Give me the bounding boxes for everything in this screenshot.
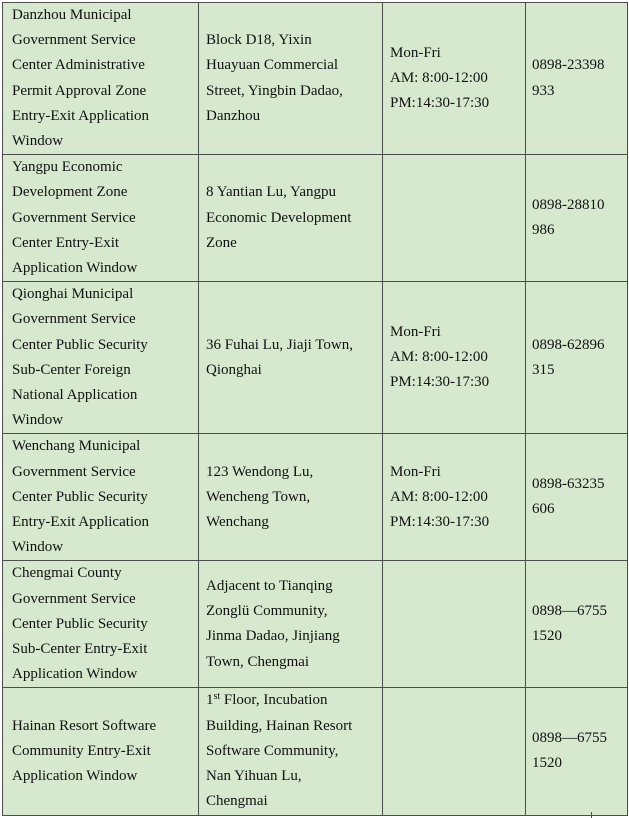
office-name-line: Window — [12, 133, 64, 150]
office-name-line: Sub-Center Foreign — [12, 361, 131, 378]
address-line: Huayuan Commercial — [206, 57, 339, 74]
office-name-cell — [3, 688, 199, 815]
hours-line: Mon-Fri — [390, 44, 441, 61]
office-name-cell — [3, 434, 199, 561]
office-name-line: Yangpu Economic — [12, 159, 123, 176]
office-name-line: Center Entry-Exit — [12, 234, 120, 251]
table-row — [3, 434, 628, 561]
phone-line: 0898-63235 — [532, 476, 605, 493]
address-line: Qionghai — [206, 361, 262, 378]
hours-line: PM:14:30-17:30 — [390, 374, 490, 391]
office-name-line: Sub-Center Entry-Exit — [12, 641, 148, 658]
phone-cell — [526, 3, 628, 155]
hours-cell — [383, 561, 526, 688]
address-line: 8 Yantian Lu, Yangpu — [206, 184, 337, 201]
office-name-line: Entry-Exit Application — [12, 514, 150, 531]
hours-cell — [383, 434, 526, 561]
phone-line: 0898—6755 — [532, 603, 607, 620]
office-name-line: Qionghai Municipal — [12, 286, 134, 303]
address-line: Zone — [206, 234, 237, 251]
office-name-line: Development Zone — [12, 184, 128, 201]
hours-line: AM: 8:00-12:00 — [390, 70, 488, 86]
office-name-cell — [3, 282, 199, 434]
address-cell — [199, 3, 383, 155]
office-name-line: Chengmai County — [12, 565, 122, 582]
table-row — [3, 282, 628, 434]
office-name-line: Wenchang Municipal — [12, 438, 141, 455]
address-line: 123 Wendong Lu, — [206, 463, 314, 480]
address-line: Building, Hainan Resort — [206, 717, 353, 734]
phone-line: 0898-23398 — [532, 57, 605, 74]
hours-cell — [383, 688, 526, 815]
phone-line: 0898-62896 — [532, 336, 605, 353]
office-name-line: Entry-Exit Application — [12, 107, 150, 124]
address-cell — [199, 688, 383, 815]
office-name-line: Government Service — [12, 590, 136, 607]
table-row — [3, 3, 628, 155]
office-name-cell — [3, 3, 199, 155]
phone-line: 1520 — [532, 755, 562, 772]
office-name-line: National Application — [12, 387, 138, 404]
phone-line: 0898-28810 — [532, 197, 605, 214]
office-name-cell — [3, 561, 199, 688]
address-cell — [199, 282, 383, 434]
phone-line: 315 — [532, 361, 555, 378]
phone-cell — [526, 155, 628, 282]
office-name-cell — [3, 155, 199, 282]
address-line: Software Community, — [206, 742, 339, 759]
address-cell — [199, 155, 383, 282]
address-line: Zonglü Community, — [206, 603, 328, 620]
office-name-line: Application Window — [12, 666, 138, 683]
table-body — [3, 3, 628, 816]
address-line: Danzhou — [206, 107, 261, 124]
office-name-line: Center Public Security — [12, 336, 148, 353]
address-line: Block D18, Yixin — [206, 32, 312, 49]
phone-cell — [526, 688, 628, 815]
office-name-line: Window — [12, 412, 64, 429]
office-name-line: Government Service — [12, 463, 136, 480]
phone-line: 933 — [532, 82, 555, 99]
office-name-line: Government Service — [12, 311, 136, 328]
office-name-line: Center Public Security — [12, 615, 148, 632]
office-name-line: Hainan Resort Software — [12, 717, 157, 734]
entry-exit-offices-table — [2, 2, 628, 816]
office-name-line: Permit Approval Zone — [12, 82, 147, 99]
table-row — [3, 688, 628, 815]
phone-line: 606 — [532, 501, 555, 518]
address-cell — [199, 434, 383, 561]
phone-line: 0898—6755 — [532, 730, 607, 747]
address-cell — [199, 561, 383, 688]
office-name-line: Window — [12, 539, 64, 556]
phone-line: 1520 — [532, 628, 562, 645]
hours-line: PM:14:30-17:30 — [390, 514, 490, 531]
office-name-line: Government Service — [12, 32, 136, 49]
hours-line: Mon-Fri — [390, 324, 441, 341]
ordinal-superscript: st — [213, 691, 221, 703]
address-line: Chengmai — [206, 793, 268, 810]
address-line: Adjacent to Tianqing — [206, 578, 333, 595]
phone-cell — [526, 561, 628, 688]
hours-line: AM: 8:00-12:00 — [390, 349, 488, 366]
hours-cell — [383, 155, 526, 282]
office-name-line: Center Administrative — [12, 57, 145, 74]
address-line: 1st Floor, Incubation — [206, 691, 328, 709]
hours-cell — [383, 282, 526, 434]
address-line: Street, Yingbin Dadao, — [206, 82, 343, 99]
address-line: Economic Development — [206, 209, 352, 226]
phone-line: 986 — [532, 222, 555, 239]
table-row — [3, 155, 628, 282]
office-name-line: Center Public Security — [12, 488, 148, 505]
office-name-line: Application Window — [12, 768, 138, 785]
address-line: Wencheng Town, — [206, 488, 311, 505]
address-line: Nan Yihuan Lu, — [206, 768, 302, 785]
office-name-line: Government Service — [12, 209, 136, 226]
page-edge-tick — [591, 812, 592, 818]
table-row — [3, 561, 628, 688]
office-name-line: Community Entry-Exit — [12, 742, 151, 759]
address-line: Jinma Dadao, Jinjiang — [206, 628, 340, 645]
hours-line: PM:14:30-17:30 — [390, 95, 490, 112]
office-name-line: Application Window — [12, 260, 138, 277]
hours-line: AM: 8:00-12:00 — [390, 488, 488, 505]
address-line: 36 Fuhai Lu, Jiaji Town, — [206, 336, 354, 353]
phone-cell — [526, 282, 628, 434]
address-line: Town, Chengmai — [206, 653, 310, 670]
phone-cell — [526, 434, 628, 561]
address-line: Wenchang — [206, 514, 269, 531]
office-name-line: Danzhou Municipal — [12, 7, 132, 23]
hours-line: Mon-Fri — [390, 463, 441, 480]
hours-cell — [383, 3, 526, 155]
